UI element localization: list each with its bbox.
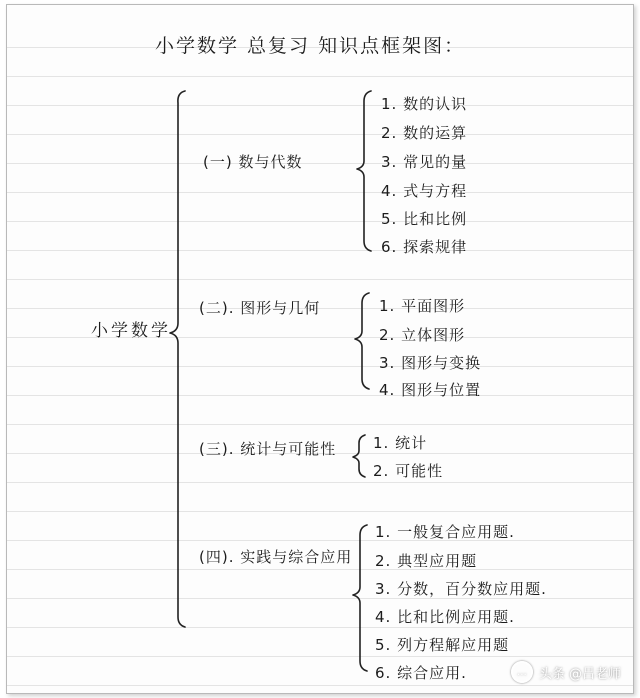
category-label: (二). 图形与几何 bbox=[199, 299, 321, 317]
list-item: 1. 数的认识 bbox=[381, 95, 468, 113]
list-item: 4. 式与方程 bbox=[381, 182, 468, 200]
category-label: (三). 统计与可能性 bbox=[199, 440, 337, 458]
list-item: 5. 列方程解应用题 bbox=[375, 636, 510, 654]
list-item: 1. 平面图形 bbox=[379, 297, 466, 315]
list-item: 1. 一般复合应用题. bbox=[375, 523, 515, 541]
root-topic: 小学数学 bbox=[91, 321, 171, 341]
list-item: 4. 比和比例应用题. bbox=[375, 608, 515, 626]
category-label: (一) 数与代数 bbox=[203, 153, 303, 171]
list-item: 6. 综合应用. bbox=[375, 664, 467, 682]
list-item: 4. 图形与位置 bbox=[379, 381, 482, 399]
list-item: 2. 立体图形 bbox=[379, 326, 466, 344]
category-label: (四). 实践与综合应用 bbox=[199, 548, 353, 566]
bracket-group-1 bbox=[357, 91, 371, 251]
list-item: 5. 比和比例 bbox=[381, 210, 468, 228]
speech-bubble-icon: … bbox=[511, 661, 533, 683]
list-item: 2. 可能性 bbox=[373, 462, 444, 480]
list-item: 3. 分数，百分数应用题. bbox=[375, 580, 547, 598]
bracket-group-4 bbox=[353, 525, 367, 671]
list-item: 1. 统计 bbox=[373, 434, 428, 452]
page-title: 小学数学 总复习 知识点框架图： bbox=[155, 35, 466, 57]
list-item: 2. 数的运算 bbox=[381, 124, 468, 142]
list-item: 3. 图形与变换 bbox=[379, 354, 482, 372]
watermark bbox=[511, 661, 621, 683]
list-item: 6. 探索规律 bbox=[381, 238, 468, 256]
list-item: 3. 常见的量 bbox=[381, 153, 468, 171]
bracket-group-3 bbox=[353, 435, 365, 477]
watermark-text: 头条 @吕老师 bbox=[538, 666, 621, 682]
list-item: 2. 典型应用题 bbox=[375, 552, 478, 570]
bracket-group-2 bbox=[355, 293, 369, 389]
main-bracket bbox=[170, 91, 185, 627]
notebook-page bbox=[6, 4, 634, 694]
